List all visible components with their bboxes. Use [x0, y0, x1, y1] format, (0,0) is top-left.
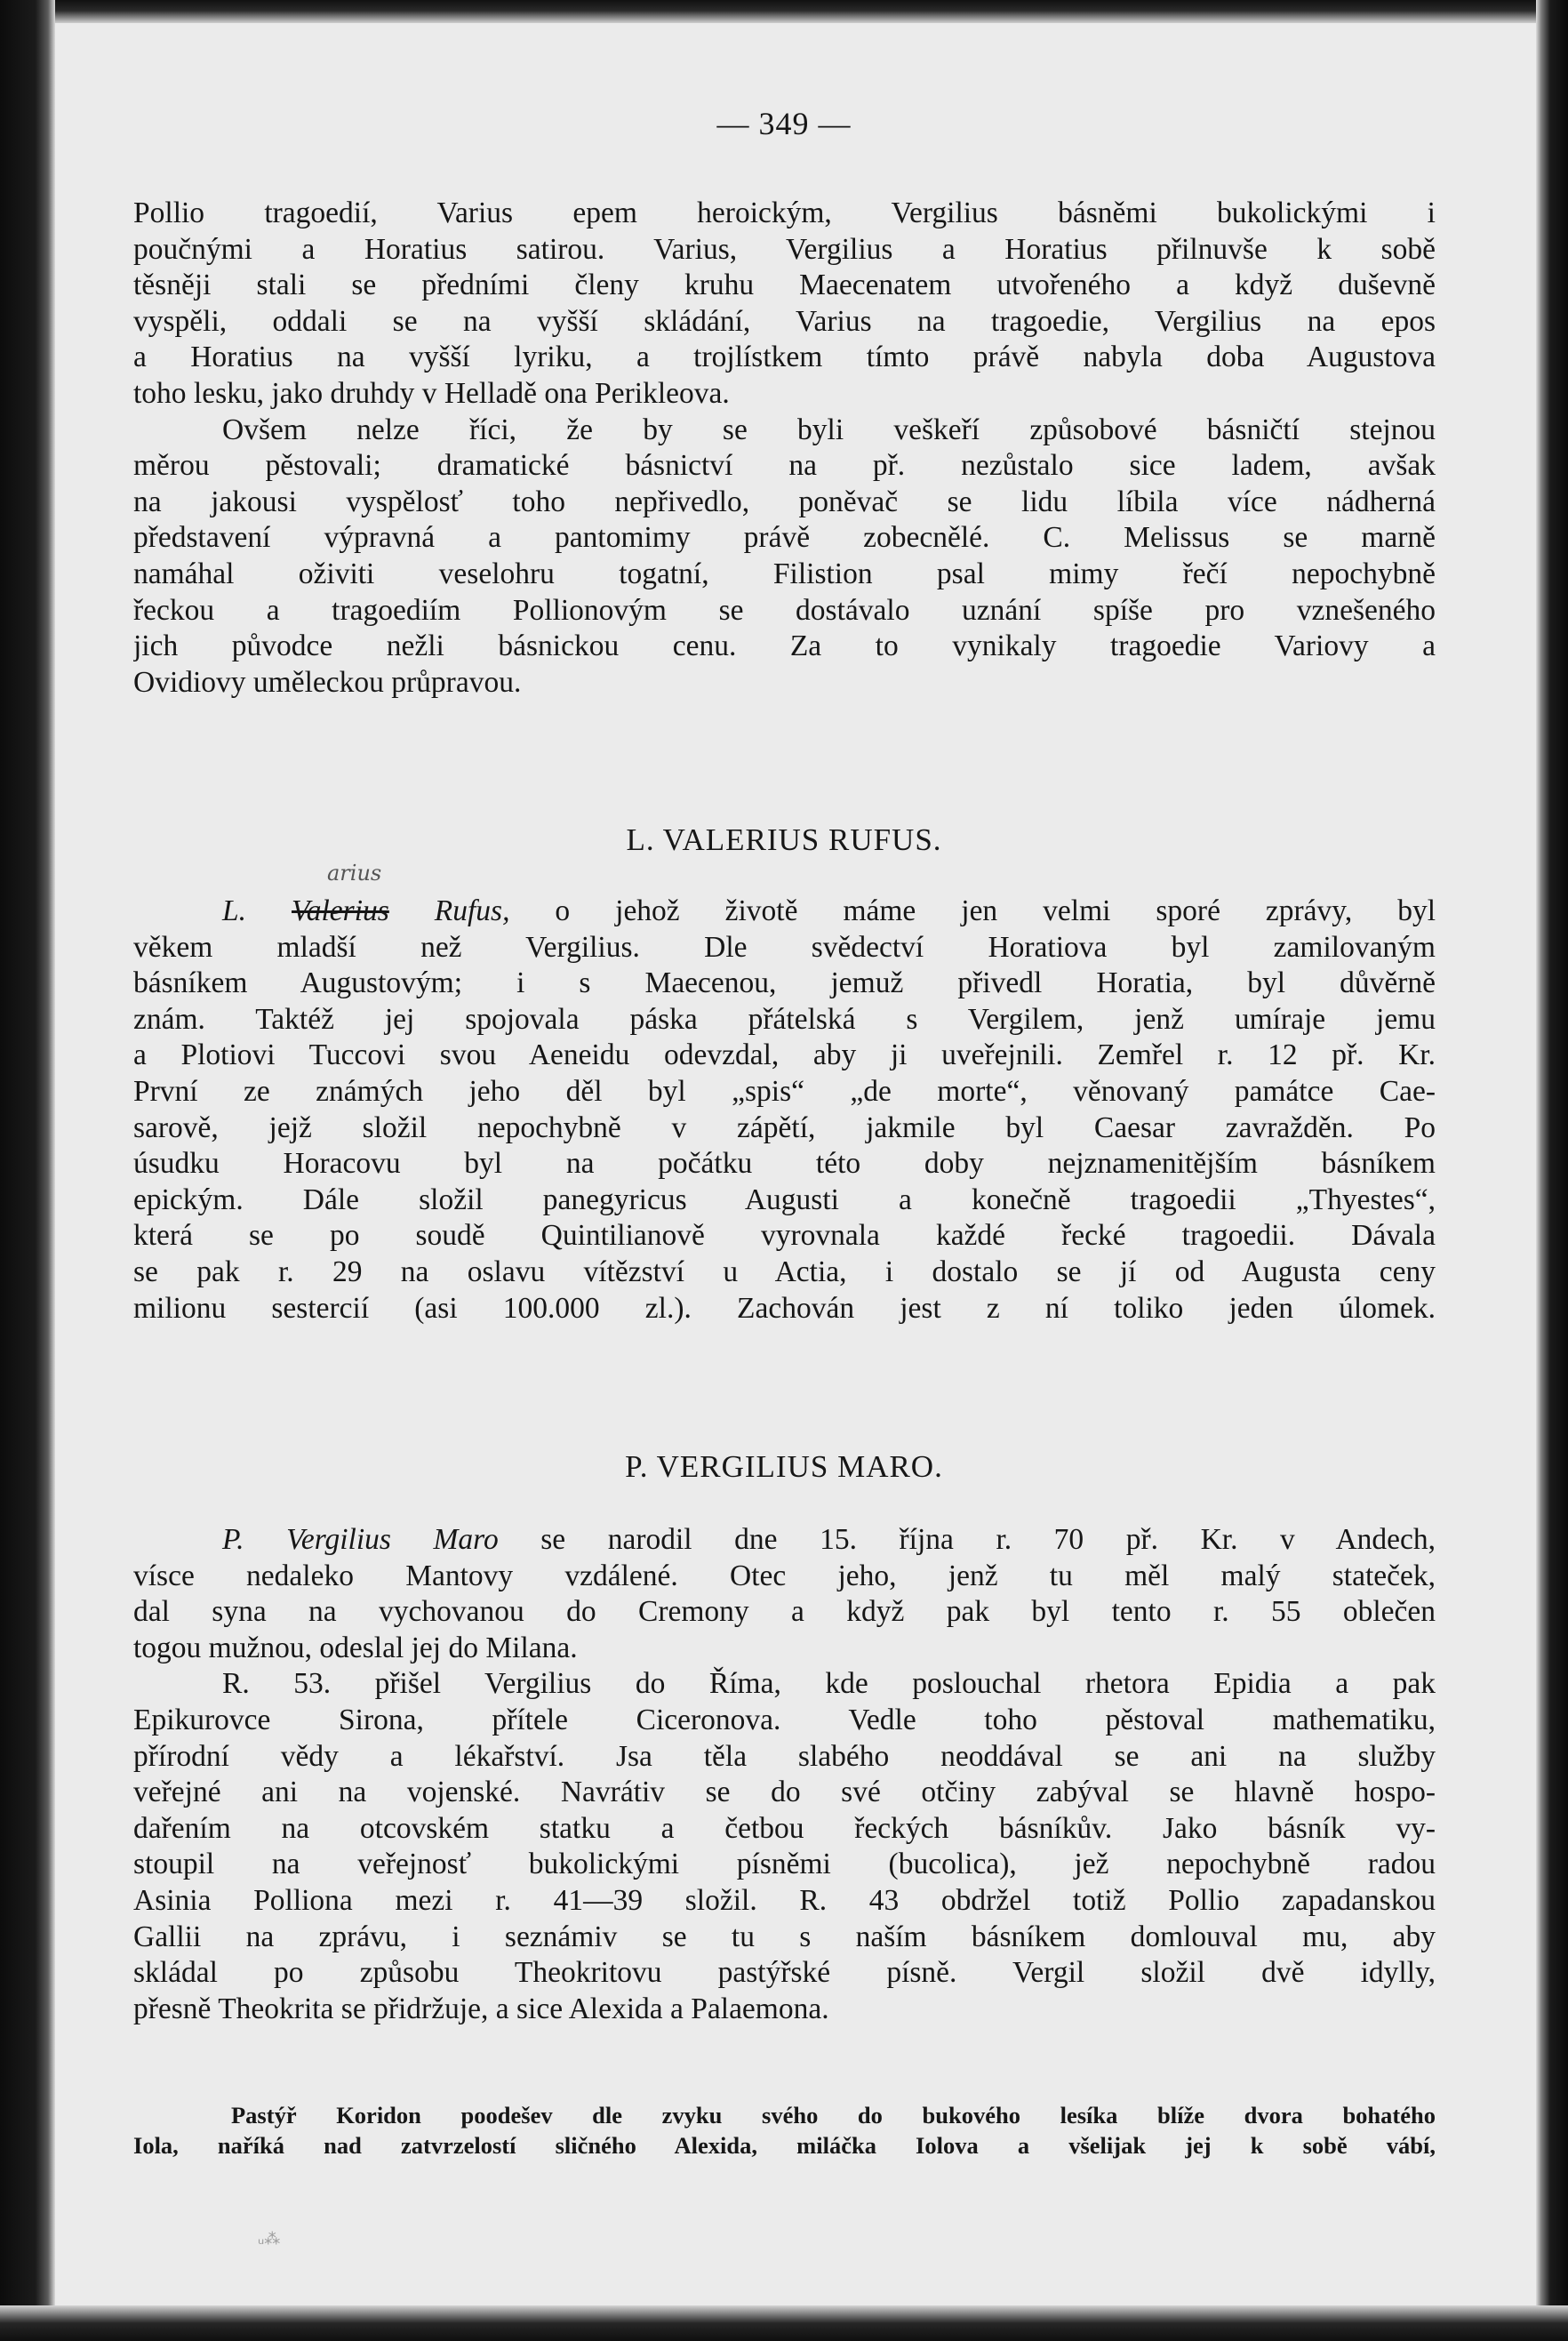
text-line: skládal po způsobu Theokritovu pastýřské písně. Vergil složil dvě idylly,: [133, 1956, 1436, 1990]
text-line: těsněji stali se předními členy kruhu Maecenatem utvořeného a když duševně: [133, 269, 1436, 302]
text-line: milionu sestercií (asi 100.000 zl.). Zachován jest z ní toliko jeden úlomek.: [133, 1291, 1436, 1325]
paragraph-intro: [133, 196, 1436, 701]
text-line: přesně Theokrita se přidržuje, a sice Alexida a Palaemona.: [133, 1992, 829, 2025]
text-line: přírodní vědy a lékařství. Jsa těla slabého neoddával se ani na služby: [133, 1739, 1436, 1773]
text-line: poučnými a Horatius satirou. Varius, Vergilius a Horatius přilnuvše k sobě: [133, 232, 1436, 266]
section-body-vergilius: [133, 1522, 1436, 2027]
text-line: vyspěli, oddali se na vyšší skládání, Varius na tragoedie, Vergilius na epos: [133, 304, 1436, 338]
text-line: řeckou a tragoediím Pollionovým se dostávalo uznání spíše pro vznešeného: [133, 593, 1436, 627]
text-line: Gallii na zprávu, i seznámiv se tu s naším básníkem domlouval mu, aby: [133, 1920, 1436, 1953]
footnote: [133, 2100, 1436, 2161]
struck-name: Valerius: [291, 894, 389, 927]
text-line: a Plotiovi Tuccovi svou Aeneidu odevzdal, aby ji uveřejnili. Zemřel r. 12 př. Kr.: [133, 1038, 1436, 1072]
scan-edge-left: [0, 0, 55, 2341]
text-line: měrou pěstovali; dramatické básnictví na př. nezůstalo sice ladem, avšak: [133, 449, 1436, 483]
text-line: namáhal oživiti veselohru togatní, Filistion psal mimy řečí nepochybně: [133, 557, 1436, 590]
scan-edge-right: [1536, 0, 1568, 2341]
text-line: Ovšem nelze říci, že by se byli veškeří způsobové básničtí stejnou: [222, 413, 1436, 446]
section-heading-valerius: L. VALERIUS RUFUS.: [626, 822, 942, 857]
text-line: dal syna na vychovanou do Cremony a když pak byl tento r. 55 oblečen: [133, 1595, 1436, 1629]
text-line: Asinia Polliona mezi r. 41—39 složil. R. 43 obdržel totiž Pollio zapadanskou: [133, 1883, 1436, 1917]
text-line: R. 53. přišel Vergilius do Říma, kde poslouchal rhetora Epidia a pak: [222, 1667, 1436, 1701]
text-line: se pak r. 29 na oslavu vítězství u Actia, i dostalo se jí od Augusta ceny: [133, 1255, 1436, 1288]
text-line: dařením na otcovském statku a četbou řeckých básníkův. Jako básník vy-: [133, 1811, 1436, 1845]
text-line: stoupil na veřejnosť bukolickými písněmi (bucolica), jež nepochybně radou: [133, 1848, 1436, 1881]
text-line: veřejné ani na vojenské. Navrátiv se do své otčiny zabýval se hlavně hospo-: [133, 1776, 1436, 1809]
text-line: jich původce nežli básnickou cenu. Za to vynikaly tragoedie Variovy a: [133, 629, 1436, 663]
text-line: sarově, jejž složil nepochybně v zápětí, jakmile byl Caesar zavražděn. Po: [133, 1110, 1436, 1144]
text-line: znám. Taktéž jej spojovala páska přátelská s Vergilem, jenž umíraje jemu: [133, 1002, 1436, 1036]
text-fragment: o jehož životě máme jen velmi sporé zprávy, byl: [555, 894, 1436, 927]
author-name-rest: Rufus,: [434, 894, 510, 927]
stray-pencil-mark: ᵤ⁂: [258, 2230, 281, 2249]
text-line: na jakousi vyspělosť toho nepřivedlo, poněvač se lidu líbila více nádherná: [133, 485, 1436, 518]
footnote-line: Iola, naříká nad zatvrzelostí sličného Alexida, miláčka Iolova a všelijak jej k sobě vábí,: [133, 2132, 1436, 2159]
text-line: básníkem Augustovým; i s Maecenou, jemuž přivedl Horatia, byl důvěrně: [133, 966, 1436, 1000]
author-name: P. Vergilius Maro: [222, 1523, 499, 1556]
text-fragment: se narodil dne 15. října r. 70 př. Kr. v Andech,: [540, 1523, 1436, 1556]
text-line-first: [133, 1522, 1436, 1559]
text-line: představení výpravná a pantomimy právě zobecnělé. C. Melissus se marně: [133, 521, 1436, 555]
text-line: epickým. Dále složil panegyricus Augusti a konečně tragoedii „Thyestes“,: [133, 1183, 1436, 1216]
text-line: togou mužnou, odeslal jej do Milana.: [133, 1631, 578, 1664]
section-body-valerius: [133, 894, 1436, 1327]
handwritten-correction: arius: [327, 861, 382, 886]
scan-edge-bottom: [0, 2305, 1568, 2341]
text-line: Ovidiovy uměleckou průpravou.: [133, 665, 522, 699]
text-line: Epikurovce Sirona, přítele Ciceronova. Vedle toho pěstoval mathematiku,: [133, 1703, 1436, 1736]
text-line: která se po soudě Quintilianově vyrovnala každé řecké tragoedii. Dávala: [133, 1219, 1436, 1253]
author-initial: L.: [222, 894, 247, 927]
text-line: vísce nedaleko Mantovy vzdálené. Otec jeho, jenž tu měl malý stateček,: [133, 1559, 1436, 1592]
text-line: úsudku Horacovu byl na počátku této doby nejznamenitějším básníkem: [133, 1147, 1436, 1181]
text-line-first: [133, 894, 1436, 930]
page-number: — 349 —: [716, 106, 852, 141]
section-heading-vergilius: P. VERGILIUS MARO.: [625, 1449, 943, 1484]
footnote-line: Pastýř Koridon poodešev dle zvyku svého do bukového lesíka blíže dvora bohatého: [231, 2102, 1436, 2129]
text-line: toho lesku, jako druhdy v Helladě ona Perikleova.: [133, 376, 730, 410]
text-line: První ze známých jeho děl byl „spis“ „de morte“, věnovaný památce Cae-: [133, 1074, 1436, 1108]
text-line: Pollio tragoedií, Varius epem heroickým, Vergilius básněmi bukolickými i: [133, 196, 1436, 229]
text-line: a Horatius na vyšší lyriku, a trojlístkem tímto právě nabyla doba Augustova: [133, 341, 1436, 374]
text-line: věkem mladší než Vergilius. Dle svědectví Horatiova byl zamilovaným: [133, 930, 1436, 964]
scan-edge-top: [0, 0, 1568, 23]
